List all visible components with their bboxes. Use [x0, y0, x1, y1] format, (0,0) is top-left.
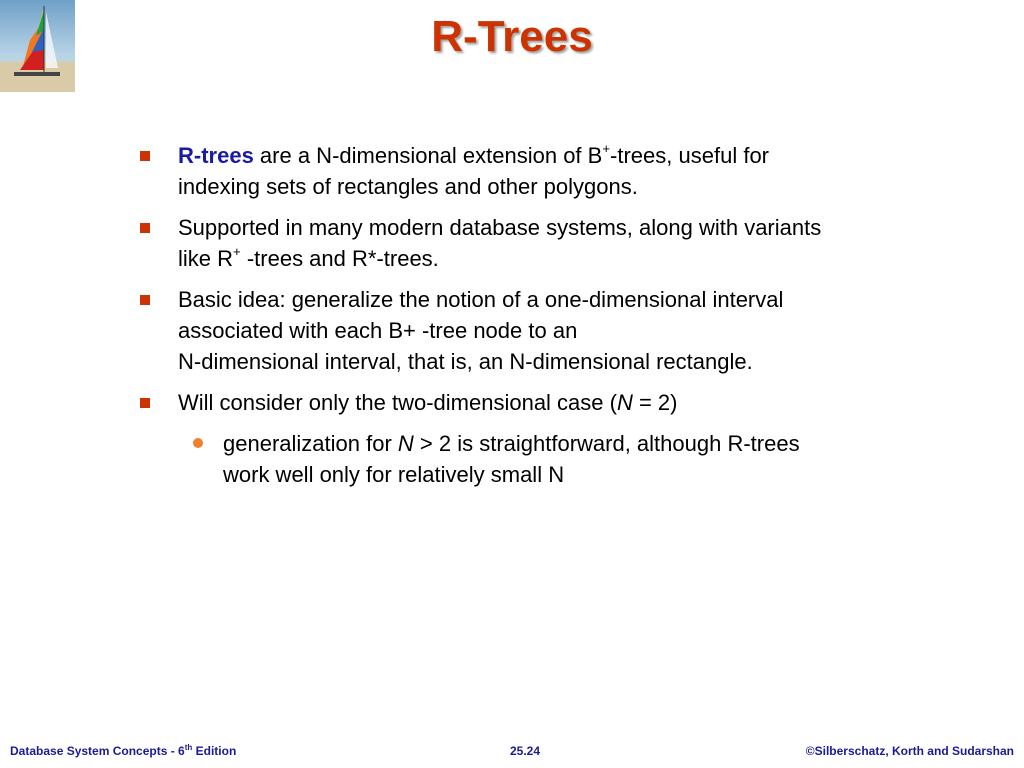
- square-bullet-icon: [140, 295, 150, 305]
- sub-bullet-item: [138, 428, 938, 490]
- footer-book-title: [10, 744, 236, 758]
- bullet-text: = 2): [632, 390, 678, 415]
- italic-variable: N: [616, 390, 633, 415]
- slide-title: R-Trees: [431, 12, 593, 61]
- bullet-item: [138, 212, 938, 274]
- bullet-text: are a N-dimensional extension of B: [253, 143, 603, 168]
- square-bullet-icon: [140, 398, 150, 408]
- superscript: +: [602, 140, 611, 156]
- bullet-text: Basic idea: generalize the notion of a one-dimensional interval: [178, 287, 784, 312]
- round-bullet-icon: [193, 438, 203, 448]
- bullet-text: > 2 is straightforward, although R-trees: [413, 431, 800, 456]
- square-bullet-icon: [140, 151, 150, 161]
- keyword-r-trees: R-trees: [178, 143, 254, 168]
- bullet-item: [138, 140, 938, 202]
- italic-variable: N: [397, 431, 414, 456]
- bullet-text: -trees, useful for: [610, 143, 769, 168]
- footer-text: Database System Concepts - 6: [10, 744, 185, 758]
- square-bullet-icon: [140, 223, 150, 233]
- superscript: +: [233, 243, 241, 259]
- bullet-text: like R: [178, 246, 234, 271]
- slide-content: [138, 140, 938, 500]
- bullet-text: generalization for: [223, 431, 398, 456]
- footer-text: Edition: [192, 744, 237, 758]
- bullet-text: indexing sets of rectangles and other polygons.: [178, 174, 638, 199]
- bullet-text: associated with each B+ -tree node to an: [178, 318, 578, 343]
- bullet-text: N-dimensional interval, that is, an N-dimensional rectangle.: [178, 349, 753, 374]
- bullet-text: -trees and R*-trees.: [240, 246, 439, 271]
- bullet-text: Supported in many modern database systems, along with variants: [178, 215, 822, 240]
- bullet-item: [138, 284, 938, 377]
- bullet-text: Will consider only the two-dimensional case (: [178, 390, 617, 415]
- footer-copyright: ©Silberschatz, Korth and Sudarshan: [805, 744, 1014, 758]
- slide-footer: [0, 744, 1024, 764]
- bullet-text: work well only for relatively small N: [223, 462, 565, 487]
- page-number: 25.24: [510, 744, 541, 758]
- superscript: th: [184, 743, 193, 752]
- bullet-item: [138, 387, 938, 418]
